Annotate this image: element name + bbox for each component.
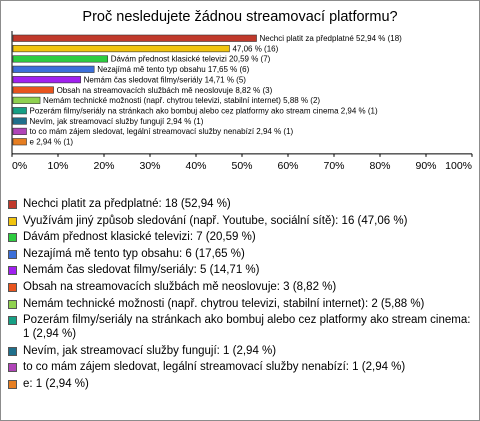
x-tick-label-8: 80% xyxy=(369,159,391,172)
bar-label-10: to co mám zájem sledovat, legální streamovací služby nenabízí 2,94 % (1) xyxy=(29,127,294,137)
legend-swatch xyxy=(8,217,17,226)
bar-label-2: 47,06 % (16) xyxy=(232,44,279,54)
x-tick-label-2: 20% xyxy=(93,159,115,172)
chart-legend xyxy=(7,197,475,394)
legend-label: Obsah na streamovacích službách mě neoslovuje: 3 (8,82 %) xyxy=(23,280,337,293)
bar-11 xyxy=(13,139,27,146)
bar-label-4: Nezajímá mě tento typ obsahu 17,65 % (6) xyxy=(97,65,250,75)
bar-5 xyxy=(13,76,81,83)
legend-label: Pozerám filmy/seriály na stránkach ako bombuj alebo cez platformy ako stream cinema: 1 (2,94 %) xyxy=(23,314,471,341)
bar-9 xyxy=(13,118,27,125)
x-tick-label-6: 60% xyxy=(277,159,299,172)
bar-4 xyxy=(13,66,94,73)
legend-item xyxy=(7,280,475,294)
x-tick-label-7: 70% xyxy=(323,159,345,172)
legend-swatch xyxy=(8,200,17,209)
legend-swatch xyxy=(8,233,17,242)
bar-3 xyxy=(13,56,108,63)
bar-label-9: Nevím, jak streamovací služby fungují 2,94 % (1) xyxy=(29,116,204,126)
bar-label-1: Nechci platit za předplatné 52,94 % (18) xyxy=(259,34,402,43)
bar-label-5: Nemám čas sledovat filmy/seriály 14,71 % (5) xyxy=(83,75,246,85)
legend-item xyxy=(7,247,475,261)
legend-item xyxy=(7,377,475,391)
x-tick-label-5: 50% xyxy=(231,159,253,172)
x-tick-label-10: 100% xyxy=(445,159,472,172)
legend-swatch xyxy=(8,363,17,372)
bar-2 xyxy=(13,45,229,52)
bar-7 xyxy=(13,97,40,104)
x-tick-label-9: 90% xyxy=(415,159,437,172)
legend-label: Využívám jiný způsob sledování (např. Youtube, sociální sítě): 16 (47,06 %) xyxy=(23,214,408,227)
bar-label-3: Dávám přednost klasické televizi 20,59 % (7) xyxy=(110,54,271,64)
bar-8 xyxy=(13,107,27,114)
legend-label: Nezajímá mě tento typ obsahu: 6 (17,65 %) xyxy=(23,247,245,260)
bar-label-8: Pozerám filmy/seriály na stránkach ako bombuj alebo cez platformy ako stream cinema 2,94 % (1) xyxy=(29,106,378,116)
bar-6 xyxy=(13,87,54,94)
bar-label-6: Obsah na streamovacích službách mě neoslovuje 8,82 % (3) xyxy=(56,85,273,95)
x-tick-label-1: 10% xyxy=(47,159,69,172)
legend-swatch xyxy=(8,283,17,292)
chart-title: Proč nesledujete žádnou streamovací platformu? xyxy=(82,9,398,25)
legend-label: Nemám čas sledovat filmy/seriály: 5 (14,71 %) xyxy=(23,264,260,277)
legend-item xyxy=(7,197,475,211)
x-tick-label-3: 30% xyxy=(139,159,161,172)
legend-label: Nemám technické možnosti (např. chytrou televizi, stabilní internet): 2 (5,88 %) xyxy=(23,297,425,310)
legend-swatch xyxy=(8,266,17,275)
bar-1 xyxy=(13,35,257,42)
legend-item xyxy=(7,297,475,311)
legend-item xyxy=(7,214,475,228)
legend-swatch xyxy=(8,250,17,259)
bar-label-11: e 2,94 % (1) xyxy=(29,137,74,147)
legend-swatch xyxy=(8,347,17,356)
legend-label: Nechci platit za předplatné: 18 (52,94 %) xyxy=(23,198,231,210)
bar-label-7: Nemám technické možnosti (např. chytrou televizi, stabilní internet) 5,88 % (2) xyxy=(43,96,321,106)
legend-label: Nevím, jak streamovací služby fungují: 1 (2,94 %) xyxy=(23,344,277,357)
bar-chart xyxy=(1,1,479,196)
legend-item xyxy=(7,360,475,374)
legend-item xyxy=(7,230,475,244)
legend-swatch xyxy=(8,380,17,389)
bar-10 xyxy=(13,128,27,135)
legend-item xyxy=(7,263,475,277)
legend-item xyxy=(7,344,475,358)
x-tick-label-4: 40% xyxy=(185,159,207,172)
legend-label: e: 1 (2,94 %) xyxy=(23,377,89,390)
legend-swatch xyxy=(8,316,17,325)
x-tick-label-0: 0% xyxy=(12,159,28,172)
legend-label: to co mám zájem sledovat, legální streamovací služby nenabízí: 1 (2,94 %) xyxy=(23,361,406,374)
legend-label: Dávám přednost klasické televizi: 7 (20,59 %) xyxy=(23,231,256,244)
legend-swatch xyxy=(8,300,17,309)
plot-area xyxy=(12,31,472,172)
legend-item xyxy=(7,313,475,341)
